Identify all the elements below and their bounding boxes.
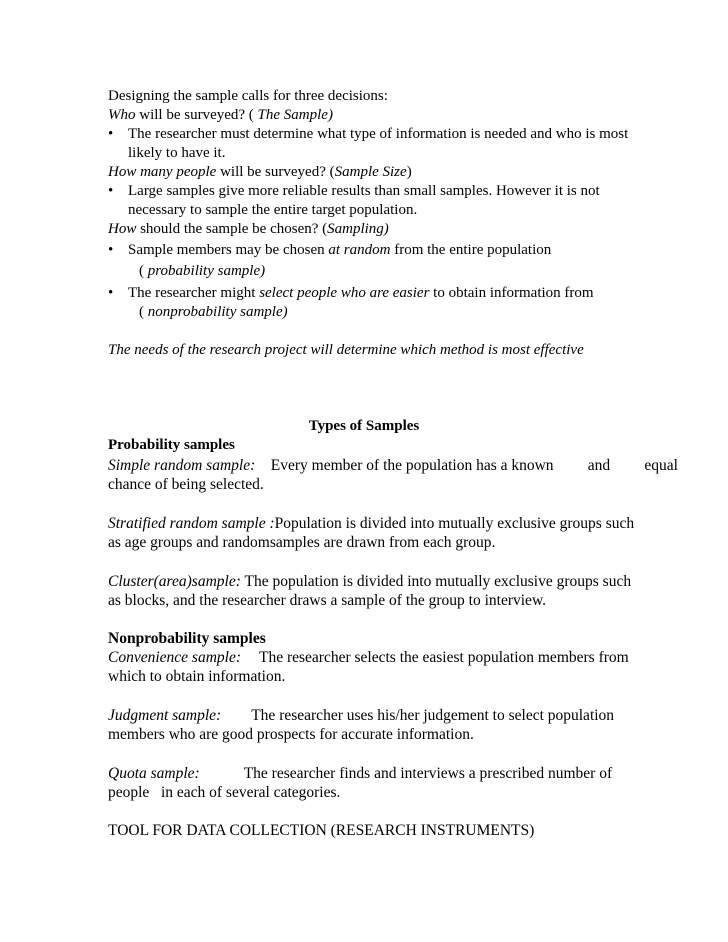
cluster-text: The population is divided into mutually exclusive groups such xyxy=(240,573,632,590)
cluster-term: Cluster(area)sample: xyxy=(108,573,241,590)
quota-line1 xyxy=(108,764,612,783)
who-bullet-line1: The researcher must determine what type of information is needed and who is most xyxy=(128,126,629,142)
bullet-icon: • xyxy=(108,126,114,142)
design-intro: Designing the sample calls for three decisions: xyxy=(108,88,388,104)
quota-line2: people in each of several categories. xyxy=(108,784,341,801)
who-question xyxy=(108,106,333,125)
how-bullet2-pre: The researcher might xyxy=(128,285,260,301)
judgment-term: Judgment sample: xyxy=(108,707,222,724)
how-bullet1-pre: Sample members may be chosen xyxy=(128,242,329,258)
how-bullet1-paren: probability sample) xyxy=(147,263,266,279)
convenience-text: The researcher selects the easiest population members from xyxy=(259,649,629,666)
judgment-line1 xyxy=(108,706,614,725)
how-rest: should the sample be chosen? ( xyxy=(136,221,328,237)
how-many-question xyxy=(108,163,412,182)
how-bullet1-post: from the entire population xyxy=(390,242,552,258)
simple-random-equal: equal xyxy=(644,457,678,474)
how-term: How xyxy=(108,221,137,237)
simple-random-term: Simple random sample: xyxy=(108,457,256,474)
convenience-line1 xyxy=(108,648,629,667)
cluster-line1 xyxy=(108,572,631,591)
how-bullet1-open: ( xyxy=(139,263,148,279)
how-many-bullet-line2: necessary to sample the entire target population. xyxy=(128,202,418,218)
how-bullet2-open: ( xyxy=(139,304,148,320)
who-paren: The Sample) xyxy=(257,107,333,123)
quota-term: Quota sample: xyxy=(108,765,200,782)
conclusion-text: The needs of the research project will determine which method is most effective xyxy=(108,342,584,358)
simple-random-and: and xyxy=(587,457,611,474)
how-bullet1-line1 xyxy=(128,241,551,260)
types-heading: Types of Samples xyxy=(308,418,420,434)
simple-random-line1 xyxy=(108,456,678,475)
bullet-icon: • xyxy=(108,285,114,301)
how-bullet2-post: to obtain information from xyxy=(429,285,594,301)
simple-random-line2: chance of being selected. xyxy=(108,476,264,493)
how-many-close: ) xyxy=(406,164,412,180)
cluster-line2: as blocks, and the researcher draws a sample of the group to interview. xyxy=(108,592,547,609)
convenience-term: Convenience sample: xyxy=(108,649,241,666)
who-rest: will be surveyed? ( xyxy=(135,107,258,123)
how-many-term: How many people xyxy=(108,164,217,180)
nonprobability-heading: Nonprobability samples xyxy=(108,630,266,647)
quota-text: The researcher finds and interviews a prescribed number of xyxy=(243,765,613,782)
stratified-text: Population is divided into mutually exclusive groups such xyxy=(274,515,635,532)
how-bullet1-em: at random xyxy=(328,242,391,258)
how-bullet2-line1 xyxy=(128,284,594,303)
how-paren: Sampling) xyxy=(327,221,389,237)
how-many-bullet-line1: Large samples give more reliable results than small samples. However it is not xyxy=(128,183,600,199)
how-question xyxy=(108,220,389,239)
bullet-icon: • xyxy=(108,242,114,258)
simple-random-text: Every member of the population has a known xyxy=(270,457,554,474)
stratified-term: Stratified random sample : xyxy=(108,515,275,532)
convenience-line2: which to obtain information. xyxy=(108,668,286,685)
how-many-rest: will be surveyed? ( xyxy=(216,164,335,180)
who-term: Who xyxy=(108,107,136,123)
who-bullet-line2: likely to have it. xyxy=(128,145,226,161)
judgment-text: The researcher uses his/her judgement to select population xyxy=(251,707,615,724)
how-bullet2-line2 xyxy=(139,303,288,322)
how-bullet2-em: select people who are easier xyxy=(259,285,430,301)
probability-heading: Probability samples xyxy=(108,437,235,453)
judgment-line2: members who are good prospects for accurate information. xyxy=(108,726,474,743)
stratified-line1 xyxy=(108,514,634,533)
bullet-icon: • xyxy=(108,183,114,199)
how-many-paren: Sample Size xyxy=(334,164,407,180)
stratified-line2: as age groups and randomsamples are drawn from each group. xyxy=(108,534,496,551)
how-bullet1-line2 xyxy=(139,262,265,281)
how-bullet2-paren: nonprobability sample) xyxy=(147,304,288,320)
tool-heading: TOOL FOR DATA COLLECTION (RESEARCH INSTRUMENTS) xyxy=(108,822,535,839)
